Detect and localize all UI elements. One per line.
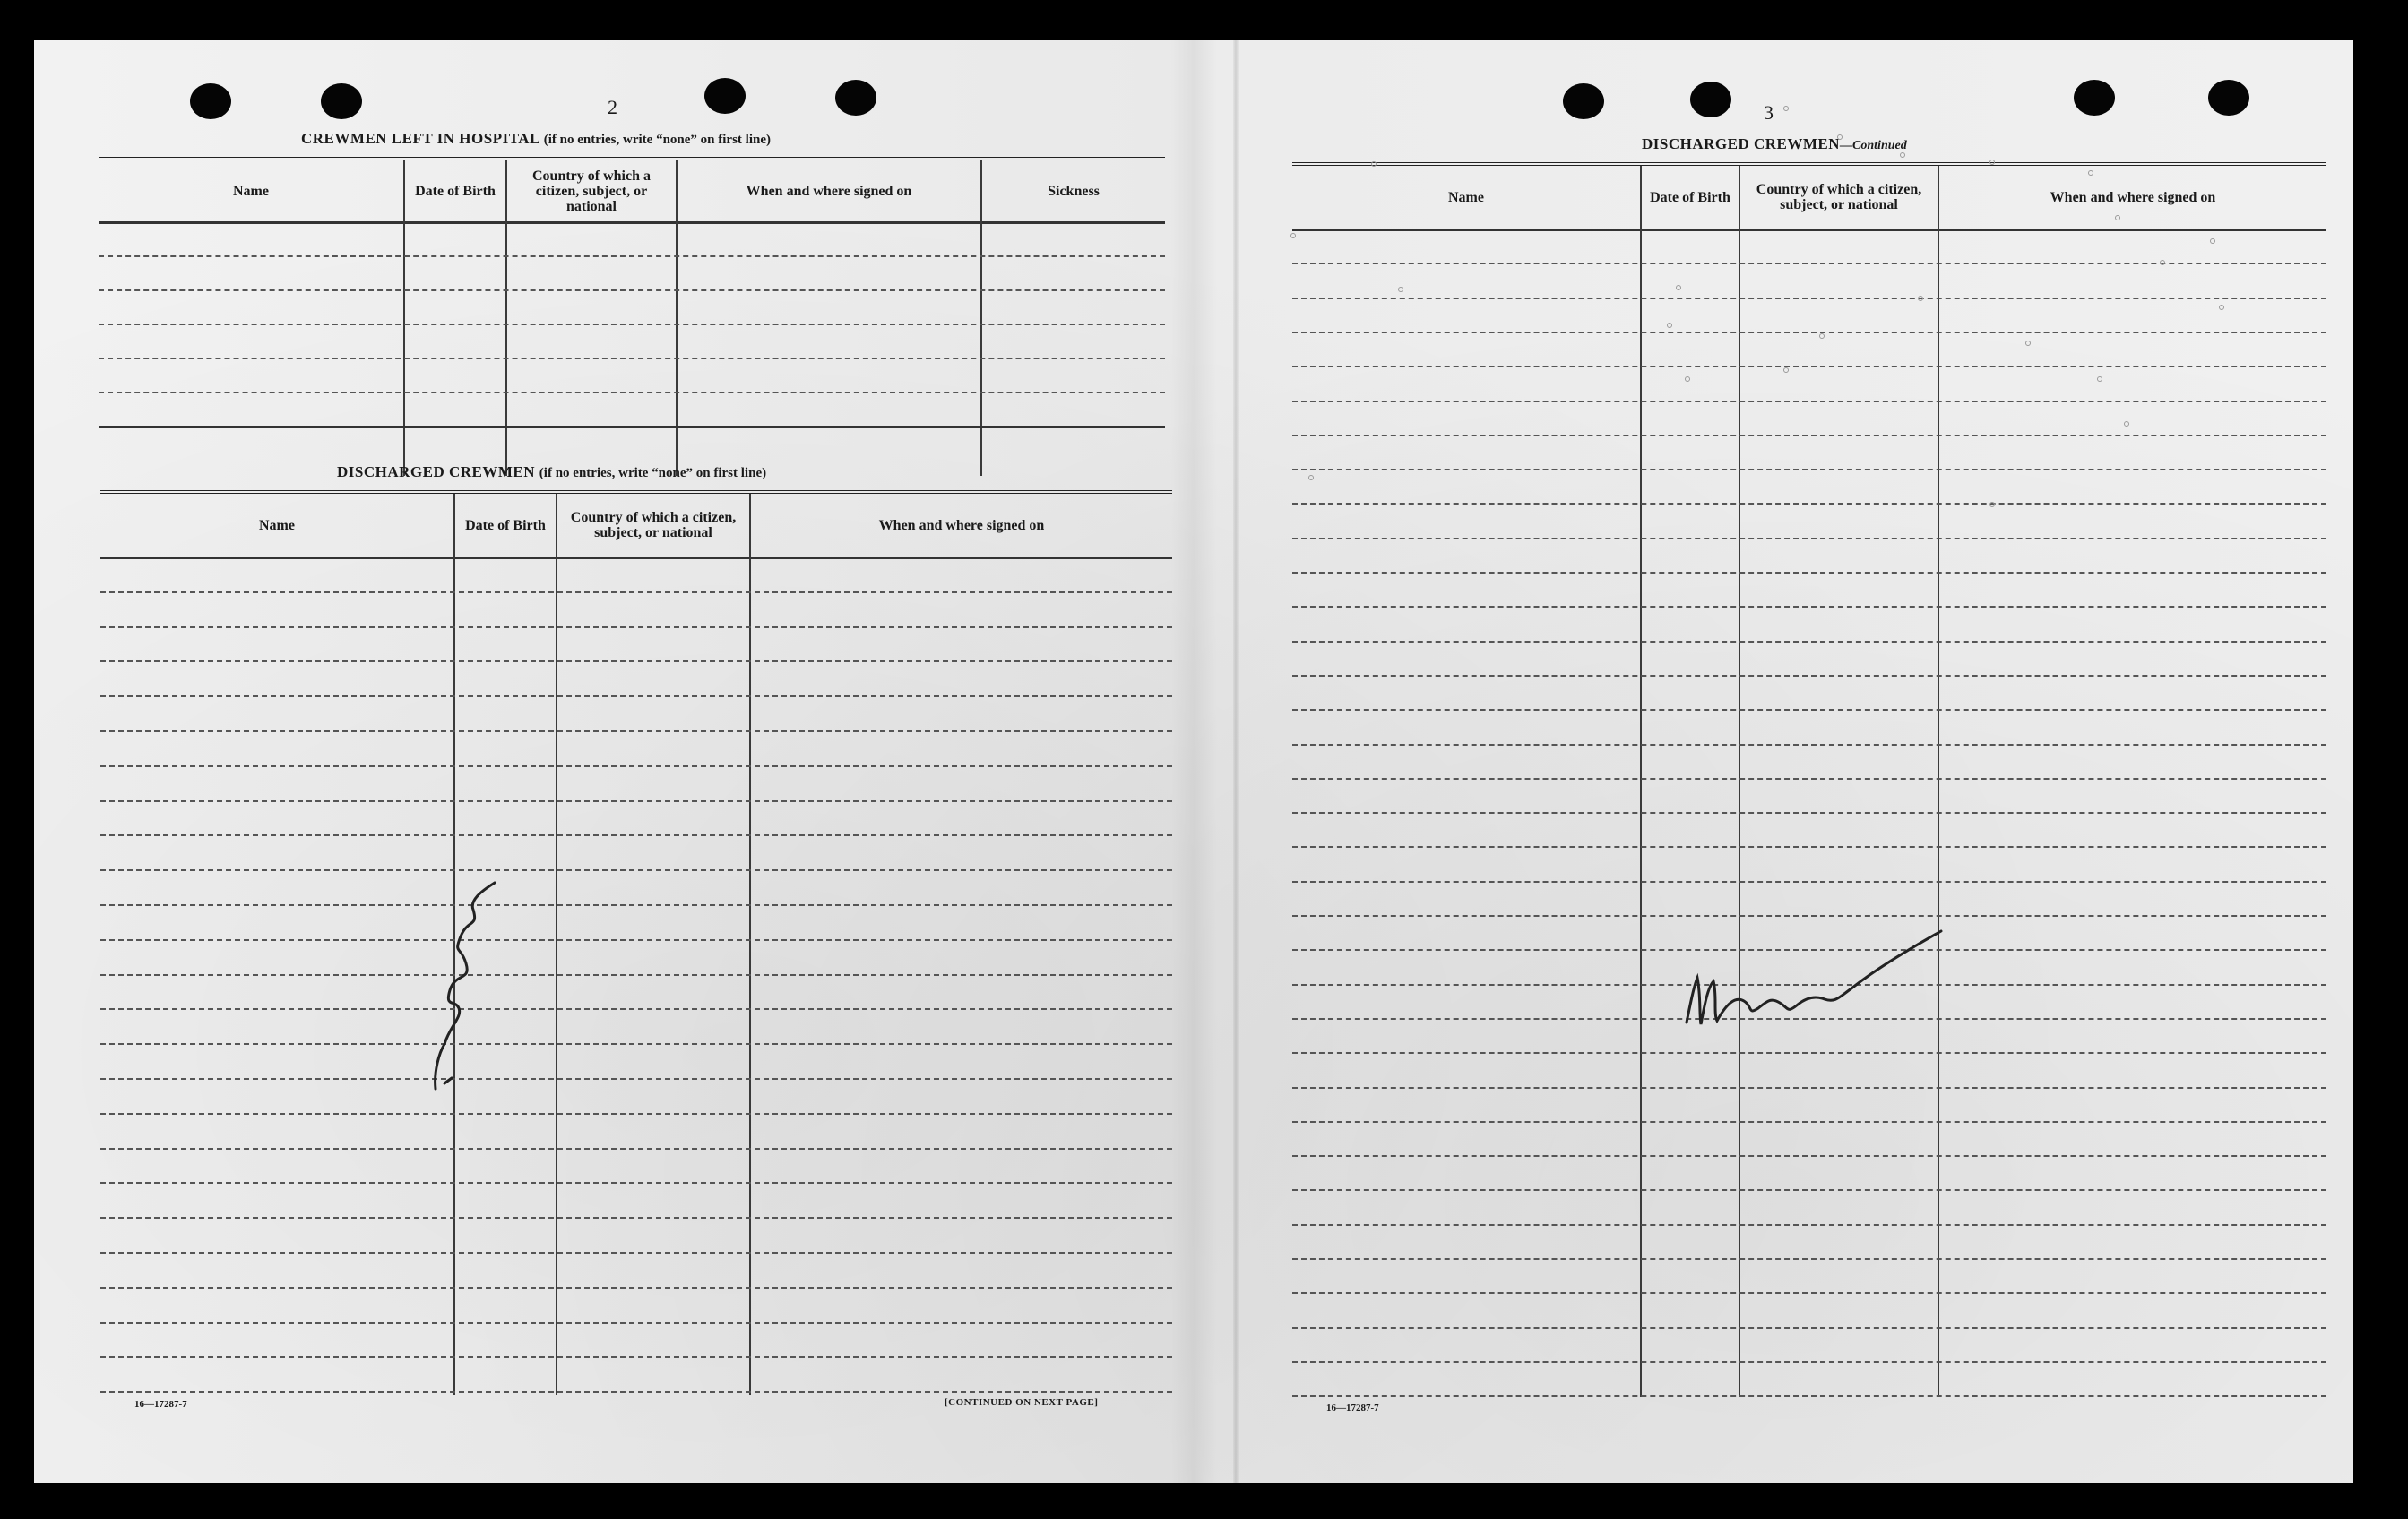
table-row: [100, 626, 1172, 628]
table-row: [1292, 1224, 2326, 1226]
right-page: [1233, 40, 2353, 1483]
table-row: [1292, 332, 2326, 333]
document-sheet: [34, 40, 2353, 1483]
table-header: [100, 494, 1172, 559]
table-row: [100, 1391, 1172, 1393]
table-row: [1292, 1258, 2326, 1260]
discharged-section-title: [337, 463, 766, 481]
column-header-name: Name: [259, 517, 295, 533]
paper-speck: [1989, 502, 1995, 507]
paper-speck: [1900, 152, 1905, 158]
page-number: 3: [1764, 101, 1774, 124]
paper-speck: [1290, 233, 1296, 238]
continued-note: [CONTINUED ON NEXT PAGE]: [945, 1397, 1099, 1408]
section-title-suffix: —Continued: [1840, 139, 1907, 152]
table-row: [100, 1113, 1172, 1115]
column-header-date-of-birth: Date of Birth: [415, 183, 496, 199]
table-row: [99, 392, 1165, 393]
paper-speck: [1783, 367, 1789, 373]
table-row: [100, 1322, 1172, 1324]
table-header: [99, 160, 1165, 224]
table-row: [1292, 435, 2326, 436]
table-row: [1292, 572, 2326, 574]
table-row: [100, 1078, 1172, 1080]
section-instruction: (if no entries, write “none” on first line): [539, 466, 767, 480]
table-row: [1292, 641, 2326, 643]
paper-speck: [1819, 333, 1825, 339]
table-row: [99, 255, 1165, 257]
section-instruction: (if no entries, write “none” on first line): [543, 133, 771, 147]
table-row: [1292, 1361, 2326, 1363]
table-row: [100, 695, 1172, 697]
paper-speck: [1371, 161, 1377, 167]
table-row: [1292, 675, 2326, 677]
paper-speck: [2124, 421, 2129, 427]
table-row: [1292, 606, 2326, 608]
column-header-signed-on: When and where signed on: [878, 517, 1045, 533]
paper-speck: [1783, 106, 1789, 111]
table-row: [1292, 263, 2326, 264]
table-row: [99, 289, 1165, 291]
paper-speck: [1398, 287, 1403, 292]
form-code: 16—17287-7: [134, 1399, 187, 1410]
table-row: [1292, 1087, 2326, 1089]
table-row: [1292, 503, 2326, 505]
table-row: [100, 834, 1172, 836]
table-row: [1292, 1121, 2326, 1123]
table-row: [1292, 881, 2326, 883]
table-row: [100, 939, 1172, 941]
table-row: [100, 765, 1172, 767]
section-heading: DISCHARGED CREWMEN: [337, 463, 536, 480]
table-row: [1292, 778, 2326, 780]
paper-speck: [2025, 341, 2031, 346]
section-heading: CREWMEN LEFT IN HOSPITAL: [301, 130, 539, 147]
column-header-country: Country of which a citizen, subject, or national: [1756, 182, 1922, 212]
paper-speck: [2097, 376, 2102, 382]
column-header-signed-on: When and where signed on: [2050, 189, 2216, 205]
table-row: [1292, 1189, 2326, 1191]
table-row: [100, 800, 1172, 802]
table-row: [100, 1182, 1172, 1184]
discharged-table: [100, 490, 1172, 1395]
table-row: [1292, 1395, 2326, 1397]
table-row: [1292, 709, 2326, 711]
table-row: [1292, 1327, 2326, 1329]
paper-speck: [2219, 305, 2224, 310]
table-row: [1292, 366, 2326, 367]
handwritten-none-signature: [1681, 915, 1950, 1040]
table-row: [100, 1008, 1172, 1010]
paper-speck: [2210, 238, 2215, 244]
table-row: [100, 1356, 1172, 1358]
table-row: [100, 1252, 1172, 1254]
handwritten-none-signature: [409, 874, 516, 1107]
column-header-country: Country of which a citizen, subject, or national: [570, 510, 737, 540]
table-row: [100, 730, 1172, 732]
table-row: [100, 1287, 1172, 1289]
column-header-country: Country of which a citizen, subject, or national: [531, 168, 651, 214]
hospital-section-title: [301, 130, 771, 148]
form-code: 16—17287-7: [1326, 1402, 1379, 1413]
table-row: [1292, 538, 2326, 539]
paper-speck: [2115, 215, 2120, 220]
hospital-table: [99, 157, 1165, 476]
discharged-continued-table: [1292, 162, 2326, 1397]
table-row: [1292, 1052, 2326, 1054]
table-header: [1292, 166, 2326, 231]
paper-speck: [1685, 376, 1690, 382]
column-header-signed-on: When and where signed on: [746, 183, 912, 199]
paper-speck: [2160, 260, 2165, 265]
column-header-sickness: Sickness: [1048, 183, 1100, 199]
column-header-name: Name: [1448, 189, 1484, 205]
table-row: [1292, 812, 2326, 814]
paper-speck: [1837, 134, 1843, 140]
paper-speck: [1308, 475, 1314, 480]
table-row: [100, 974, 1172, 976]
section-heading: DISCHARGED CREWMEN: [1642, 135, 1841, 152]
table-row: [1292, 298, 2326, 299]
table-row: [100, 1217, 1172, 1219]
table-row: [100, 1043, 1172, 1045]
table-row: [1292, 744, 2326, 746]
paper-speck: [2088, 170, 2093, 176]
table-row: [100, 904, 1172, 906]
column-header-date-of-birth: Date of Birth: [1650, 189, 1730, 205]
left-page: [34, 40, 1233, 1483]
page-number: 2: [608, 96, 617, 118]
table-row: [99, 324, 1165, 325]
table-row: [100, 1148, 1172, 1150]
table-row: [1292, 1155, 2326, 1157]
table-row: [99, 426, 1165, 428]
table-row: [1292, 846, 2326, 848]
table-row: [100, 591, 1172, 593]
table-row: [100, 869, 1172, 871]
paper-speck: [1918, 296, 1923, 301]
table-row: [1292, 401, 2326, 402]
table-row: [1292, 1292, 2326, 1294]
table-row: [100, 660, 1172, 662]
column-header-name: Name: [233, 183, 269, 199]
table-row: [1292, 469, 2326, 470]
column-header-date-of-birth: Date of Birth: [465, 517, 546, 533]
paper-speck: [1676, 285, 1681, 290]
paper-speck: [1667, 323, 1672, 328]
paper-speck: [1989, 160, 1995, 165]
discharged-continued-title: [1642, 135, 1907, 153]
table-row: [99, 358, 1165, 359]
